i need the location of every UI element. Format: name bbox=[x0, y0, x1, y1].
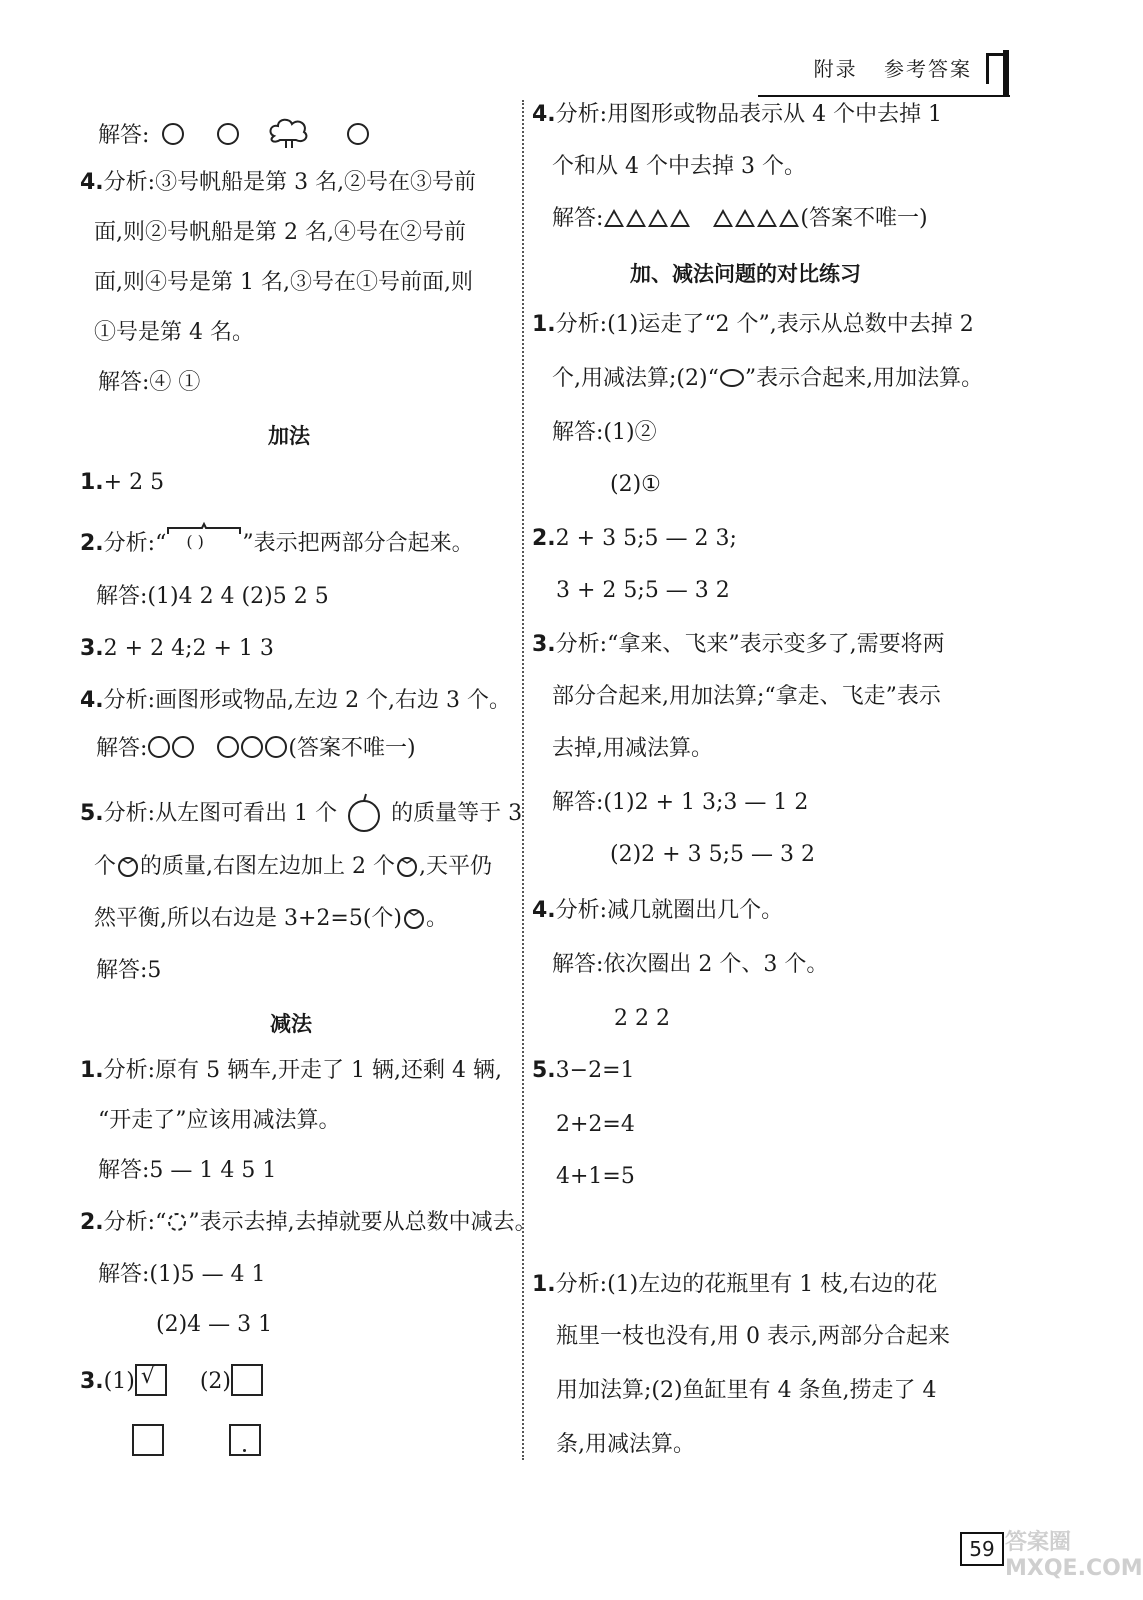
circle-icon bbox=[148, 736, 170, 758]
q4-line3: 面,则④号是第 1 名,③号在①号前面,则 bbox=[94, 270, 473, 295]
triangle-icon bbox=[713, 209, 733, 227]
r4-line2: 个和从 4 个中去掉 3 个。 bbox=[552, 154, 806, 179]
watermark: 答案圈 MXQE.COM bbox=[1005, 1530, 1143, 1581]
brace-icon: ( ) bbox=[166, 520, 242, 550]
header-bar bbox=[1003, 50, 1009, 96]
column-divider bbox=[522, 100, 524, 1460]
header-rule bbox=[758, 95, 1010, 97]
triangle-icon bbox=[626, 209, 646, 227]
circle-icon bbox=[217, 123, 239, 145]
add-q2: 2.分析:“ ( ) ”表示把两部分合起来。 bbox=[80, 520, 474, 559]
section-heading-comparison: 加、减法问题的对比练习 bbox=[630, 262, 861, 286]
d1-line4: 条,用减法算。 bbox=[556, 1432, 695, 1457]
add-q5-line3: 然平衡,所以右边是 3+2=5(个) 。 bbox=[94, 906, 449, 931]
add-q3: 3.2 + 2 4;2 + 1 3 bbox=[80, 636, 274, 661]
triangle-icon bbox=[604, 209, 624, 227]
circle-icon bbox=[172, 736, 194, 758]
sub-q1-line1: 1.分析:原有 5 辆车,开走了 1 辆,还剩 4 辆, bbox=[80, 1058, 503, 1083]
sub-q2-answer2: (2)4 — 3 1 bbox=[156, 1312, 273, 1337]
c3-line2: 部分合起来,用加法算;“拿走、飞走”表示 bbox=[552, 684, 941, 709]
c5-line2: 2+2=4 bbox=[556, 1112, 635, 1137]
c3-line3: 去掉,用减法算。 bbox=[552, 736, 713, 761]
sub-q3: 3.(1) √ (2) bbox=[80, 1364, 263, 1397]
circle-icon bbox=[347, 123, 369, 145]
add-q4: 4.分析:画图形或物品,左边 2 个,右边 3 个。 bbox=[80, 688, 512, 713]
c1-line1: 1.分析:(1)运走了“2 个”,表示从总数中去掉 2 bbox=[532, 312, 974, 337]
q4-answer: 解答:④ ① bbox=[98, 370, 201, 395]
tomato-icon bbox=[402, 906, 426, 930]
c5-line3: 4+1=5 bbox=[556, 1164, 635, 1189]
triangle-icon bbox=[648, 209, 668, 227]
answer-line-shapes: 解答: bbox=[98, 116, 375, 151]
c4-line1: 4.分析:减几就圈出几个。 bbox=[532, 898, 784, 923]
circle-icon bbox=[217, 736, 239, 758]
c3-line1: 3.分析:“拿来、飞来”表示变多了,需要将两 bbox=[532, 632, 945, 657]
c1-line2: 个,用减法算;(2)“ ”表示合起来,用加法算。 bbox=[552, 366, 984, 391]
d1-line2: 瓶里一枝也没有,用 0 表示,两部分合起来 bbox=[556, 1324, 950, 1349]
add-q1: 1.+ 2 5 bbox=[80, 470, 165, 495]
section-heading-addition: 加法 bbox=[268, 424, 310, 448]
add-q5-line1: 5.分析:从左图可看出 1 个 的质量等于 3 bbox=[80, 792, 522, 832]
c1-answer2: (2)① bbox=[610, 472, 661, 497]
d1-line3: 用加法算;(2)鱼缸里有 4 条鱼,捞走了 4 bbox=[556, 1378, 937, 1403]
sub-q3-row2 bbox=[132, 1424, 261, 1457]
c4-answer: 解答:依次圈出 2 个、3 个。 bbox=[552, 952, 829, 977]
add-q4-answer: 解答: (答案不唯一) bbox=[96, 736, 416, 761]
c2-line2: 3 + 2 5;5 — 3 2 bbox=[556, 578, 730, 603]
apple-icon bbox=[344, 792, 384, 832]
crossed-triangle-icon bbox=[757, 209, 777, 227]
c3-answer1: 解答:(1)2 + 1 3;3 — 1 2 bbox=[552, 790, 809, 815]
c4-answer2: 2 2 2 bbox=[614, 1006, 670, 1031]
triangle-icon bbox=[670, 209, 690, 227]
crossed-triangle-icon bbox=[735, 209, 755, 227]
page-header bbox=[796, 48, 1009, 88]
circle-icon bbox=[241, 736, 263, 758]
crossed-triangle-icon bbox=[779, 209, 799, 227]
circle-icon bbox=[162, 123, 184, 145]
checked-box: √ bbox=[135, 1364, 167, 1396]
header-answers: 参考答案 bbox=[884, 57, 972, 81]
page-number: 59 bbox=[960, 1532, 1004, 1566]
sub-q2: 2.分析:“ ”表示去掉,去掉就要从总数中减去。 bbox=[80, 1210, 537, 1235]
add-q5-line2: 个 的质量,右图左边加上 2 个 ,天平仍 bbox=[94, 854, 492, 879]
add-q2-answer: 解答:(1)4 2 4 (2)5 2 5 bbox=[96, 584, 329, 609]
sub-q1-line2: “开走了”应该用减法算。 bbox=[98, 1108, 341, 1133]
c3-answer2: (2)2 + 3 5;5 — 3 2 bbox=[610, 842, 815, 867]
q4-line2: 面,则②号帆船是第 2 名,④号在②号前 bbox=[94, 220, 466, 245]
empty-box bbox=[231, 1364, 263, 1396]
dotted-box bbox=[229, 1424, 261, 1456]
circle-icon bbox=[265, 736, 287, 758]
c5-line1: 5.3−2=1 bbox=[532, 1058, 635, 1083]
q4-line4: ①号是第 4 名。 bbox=[94, 320, 254, 345]
add-q5-answer: 解答:5 bbox=[96, 958, 162, 983]
r4-answer: 解答: (答案不唯一) bbox=[552, 206, 928, 231]
c2-line1: 2.2 + 3 5;5 — 2 3; bbox=[532, 526, 737, 551]
r4-line1: 4.分析:用图形或物品表示从 4 个中去掉 1 bbox=[532, 102, 943, 127]
tomato-icon bbox=[116, 854, 140, 878]
header-appendix: 附录 bbox=[813, 57, 858, 81]
tree-icon bbox=[266, 116, 312, 150]
tomato-icon bbox=[395, 854, 419, 878]
section-heading-subtraction: 减法 bbox=[270, 1012, 312, 1036]
sub-q2-answer1: 解答:(1)5 — 4 1 bbox=[98, 1262, 266, 1287]
empty-box bbox=[132, 1424, 164, 1456]
q4-line1: 4.分析:③号帆船是第 3 名,②号在③号前 bbox=[80, 170, 477, 195]
d1-line1: 1.分析:(1)左边的花瓶里有 1 枝,右边的花 bbox=[532, 1272, 938, 1297]
dashed-circle-icon bbox=[166, 1211, 188, 1233]
c1-answer1: 解答:(1)② bbox=[552, 420, 657, 445]
sub-q1-answer: 解答:5 — 1 4 5 1 bbox=[98, 1158, 277, 1183]
ellipse-icon bbox=[719, 367, 745, 389]
